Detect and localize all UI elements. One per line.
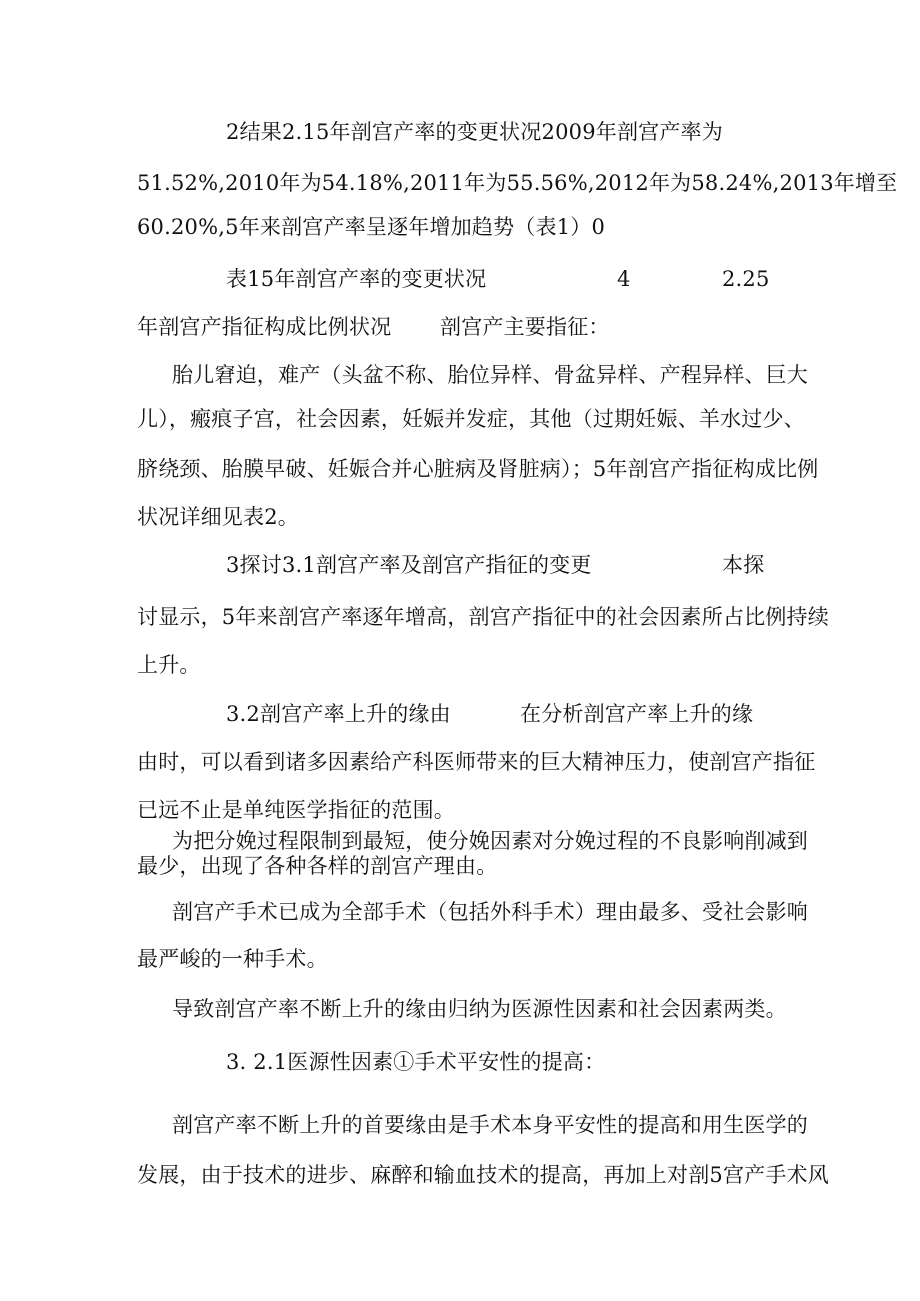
text-line: 胎儿窘迫，难产（头盆不称、胎位异样、骨盆异样、产程异样、巨大	[172, 363, 808, 387]
section-heading: 年剖宫产指征构成比例状况	[137, 315, 392, 339]
section-number: 2.25	[722, 267, 770, 291]
section-heading: 3. 2.1医源性因素①手术平安性的提高：	[226, 1050, 606, 1074]
text-line: 发展，由于技术的进步、麻醉和输血技术的提高，再加上对剖5宫产手术风	[137, 1163, 829, 1187]
text-line: 脐绕颈、胎膜早破、妊娠合并心脏病及肾脏病）；5年剖宫产指征构成比例	[137, 457, 819, 481]
text-line: 儿），瘢痕子宫，社会因素，妊娠并发症，其他（过期妊娠、羊水过少、	[137, 407, 805, 431]
text-line: 最严峻的一种手术。	[137, 947, 328, 971]
text-line: 讨显示，5年来剖宫产率逐年增高，剖宫产指征中的社会因素所占比例持续	[137, 605, 829, 629]
text-line: 最少，出现了各种各样的剖宫产理由。	[137, 854, 498, 878]
text-line: 由时，可以看到诸多因素给产科医师带来的巨大精神压力，使剖宫产指征	[137, 750, 816, 774]
text-line: 已远不止是单纯医学指征的范围。	[137, 798, 455, 822]
text-line: 导致剖宫产率不断上升的缘由归纳为医源性因素和社会因素两类。	[172, 997, 787, 1021]
table-caption: 表15年剖宫产率的变更状况	[226, 267, 487, 291]
text-line: 51.52%,2010年为54.18%,2011年为55.56%,2012年为58.24%,2013年增至	[137, 171, 898, 195]
text-line: 本探	[722, 553, 765, 577]
page-number: 4	[617, 267, 631, 291]
text-line: 上升。	[137, 653, 201, 677]
text-line: 剖宫产率不断上升的首要缘由是手术本身平安性的提高和用生医学的	[172, 1113, 808, 1137]
section-heading: 3.2剖宫产率上升的缘由	[226, 702, 451, 726]
section-heading: 3探讨3.1剖宫产率及剖宫产指征的变更	[226, 553, 592, 577]
text-line: 60.20%,5年来剖宫产率呈逐年增加趋势（表1）0	[137, 215, 606, 239]
text-line: 2结果2.15年剖宫产率的变更状况2009年剖宫产率为	[226, 120, 723, 144]
text-line: 为把分娩过程限制到最短，使分娩因素对分娩过程的不良影响削减到	[172, 829, 808, 853]
text-line: 剖宫产主要指征：	[440, 315, 610, 339]
text-line: 状况详细见表2。	[137, 505, 299, 529]
text-line: 在分析剖宫产率上升的缘	[520, 702, 754, 726]
text-line: 剖宫产手术已成为全部手术（包括外科手术）理由最多、受社会影响	[172, 900, 808, 924]
